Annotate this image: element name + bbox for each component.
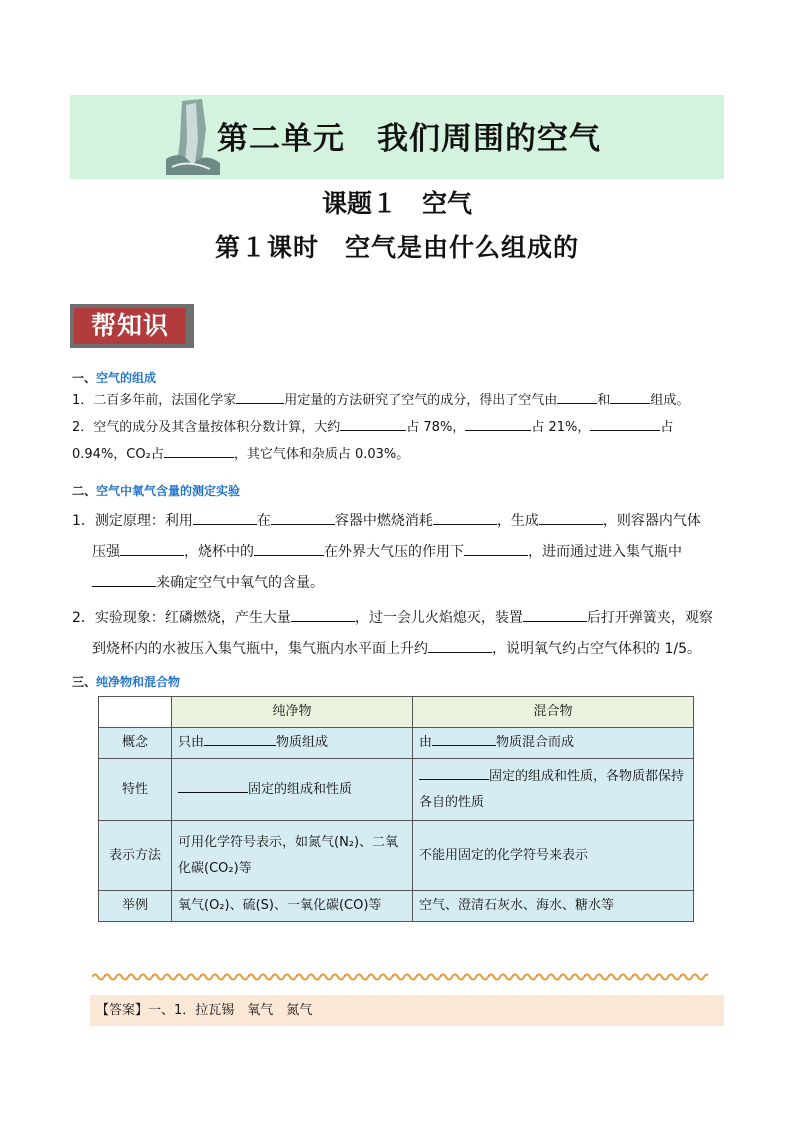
table-cell: [413, 728, 694, 759]
text: 和: [597, 393, 611, 408]
fill-blank: [432, 732, 496, 746]
section-title: 空气中氧气含量的测定实验: [96, 484, 241, 498]
section-heading-2: [72, 482, 240, 499]
row-label: 特性: [99, 759, 172, 821]
table-cell: 可用化学符号表示，如氮气(N₂)、二氧化碳(CO₂)等: [172, 821, 413, 891]
paragraph-1-2: [72, 414, 732, 468]
text: 压强: [92, 544, 120, 560]
table-cell: [172, 728, 413, 759]
period-title: 第１课时 空气是由什么组成的: [214, 233, 579, 262]
table-row: [99, 891, 694, 922]
fill-blank: [523, 608, 587, 622]
text: 2．空气的成分及其含量按体积分数计算，大约: [72, 420, 341, 435]
section-num: 一、: [72, 371, 97, 385]
section-num: 三、: [72, 675, 97, 689]
text: 占 78%，: [406, 420, 466, 435]
table-cell: [172, 759, 413, 821]
paragraph-1-1: [72, 387, 732, 415]
fill-blank: [610, 390, 650, 404]
fill-blank: [193, 511, 257, 525]
text: 占 21%，: [531, 420, 591, 435]
section-title: 空气的组成: [96, 371, 157, 385]
text: ，说明氧气约占空气体积的 1/5。: [492, 641, 701, 657]
table-header-row: [99, 697, 694, 728]
section-num: 二、: [72, 484, 97, 498]
lesson-title: 课题１ 空气: [321, 189, 472, 218]
text: 0.94%，CO₂占: [72, 447, 164, 462]
text: 物质组成: [276, 735, 329, 750]
answer-box: 【答案】一、1．拉瓦锡 氧气 氮气: [90, 995, 724, 1026]
table-cell: 不能用固定的化学符号来表示: [413, 821, 694, 891]
fill-blank: [557, 390, 597, 404]
fill-blank: [291, 608, 355, 622]
section-heading-3: [72, 673, 180, 690]
row-label: 概念: [99, 728, 172, 759]
text: ，烧杯中的: [184, 544, 254, 560]
table-cell: 空气、澄清石灰水、海水、糖水等: [413, 891, 694, 922]
fill-blank: [340, 417, 406, 431]
text: 用定量的方法研究了空气的成分，得出了空气由: [284, 393, 558, 408]
text: ，其它气体和杂质占 0.03%。: [233, 447, 410, 462]
waterfall-icon: [162, 99, 222, 175]
fill-blank: [178, 779, 248, 793]
text: 后打开弹簧夹，观察: [586, 610, 713, 626]
text: 只由: [178, 735, 205, 750]
text: 组成。: [650, 393, 690, 408]
text: ，进而通过进入集气瓶中: [528, 544, 682, 560]
fill-blank: [236, 390, 284, 404]
section-title: 纯净物和混合物: [96, 675, 181, 689]
text: 2．实验现象：红磷燃烧，产生大量: [72, 610, 291, 626]
paragraph-2-1: [72, 506, 732, 599]
text: 在外界大气压的作用下: [324, 544, 464, 560]
text: 由: [419, 735, 433, 750]
fill-blank: [204, 732, 276, 746]
text: ，生成: [496, 513, 539, 529]
table-header-cell: [99, 697, 172, 728]
row-label: 表示方法: [99, 821, 172, 891]
text: 到烧杯内的水被压入集气瓶中，集气瓶内水平面上升约: [92, 641, 428, 657]
badge-label: 帮知识: [74, 308, 186, 344]
fill-blank: [465, 417, 531, 431]
table-row: [99, 759, 694, 821]
table-header-cell: 纯净物: [172, 697, 413, 728]
fill-blank: [164, 444, 234, 458]
fill-blank: [120, 542, 184, 556]
unit-title: 第二单元 我们周围的空气: [217, 121, 601, 157]
text: ，则容器内气体: [602, 513, 701, 529]
text: ，过一会儿火焰熄灭，装置: [354, 610, 523, 626]
section-heading-1: [72, 369, 156, 386]
row-label: 举例: [99, 891, 172, 922]
table-cell: 氧气(O₂)、硫(S)、一氧化碳(CO)等: [172, 891, 413, 922]
text: 容器中燃烧消耗: [334, 513, 433, 529]
comparison-table: [98, 696, 694, 922]
fill-blank: [539, 511, 603, 525]
section-badge: [70, 304, 194, 348]
text: 固定的组成和性质，各物质都保持各自的性质: [419, 768, 685, 810]
unit-banner: [70, 95, 724, 179]
paragraph-2-2: [72, 603, 732, 665]
table-row: [99, 821, 694, 891]
fill-blank: [419, 766, 489, 780]
text: 固定的组成和性质: [248, 781, 353, 797]
text: 来确定空气中氧气的含量。: [156, 575, 324, 591]
table-cell: [413, 759, 694, 821]
text: 物质混合而成: [496, 735, 575, 750]
table-header-cell: 混合物: [413, 697, 694, 728]
fill-blank: [590, 417, 660, 431]
fill-blank: [433, 511, 497, 525]
fill-blank: [428, 639, 492, 653]
text: 1．二百多年前，法国化学家: [72, 393, 237, 408]
table-row: [99, 728, 694, 759]
wave-divider: [92, 970, 708, 984]
fill-blank: [271, 511, 335, 525]
text: 占: [660, 420, 674, 435]
text: 1．测定原理：利用: [72, 513, 193, 529]
fill-blank: [92, 573, 156, 587]
fill-blank: [464, 542, 528, 556]
fill-blank: [254, 542, 324, 556]
text: 在: [256, 513, 271, 529]
